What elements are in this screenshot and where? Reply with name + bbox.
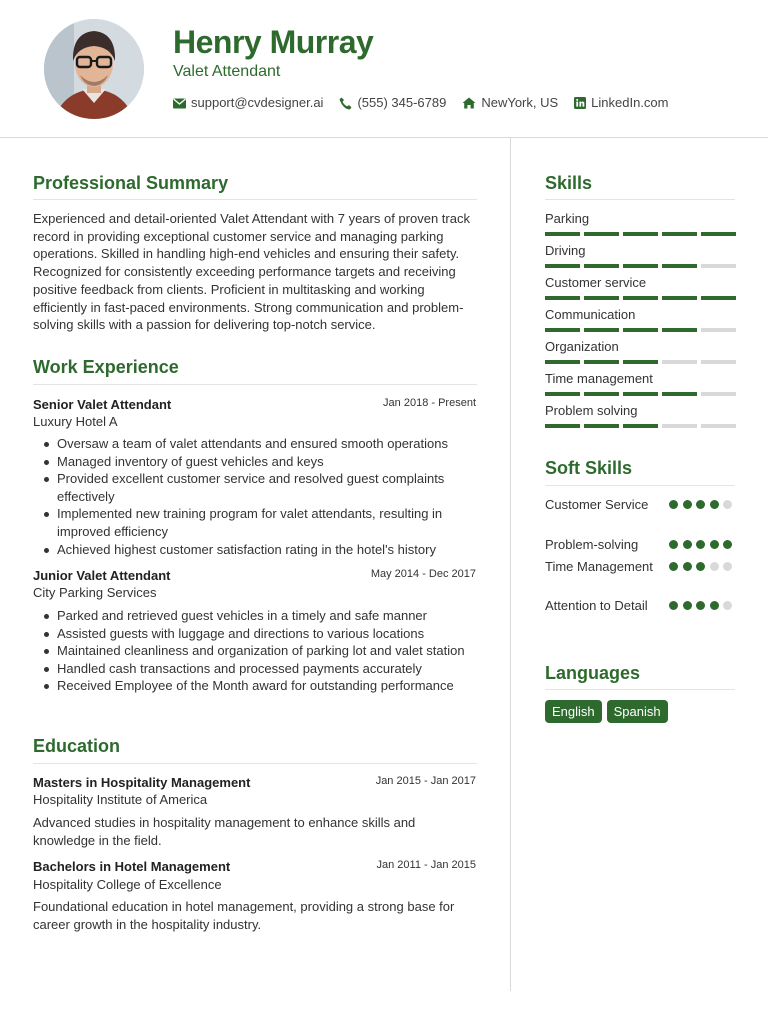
education-divider bbox=[33, 763, 477, 764]
degree-title: Masters in Hospitality Management bbox=[33, 775, 251, 790]
skill-level-segment bbox=[623, 392, 658, 396]
rating-dot bbox=[723, 601, 732, 610]
rating-dot bbox=[669, 540, 678, 549]
contact-phone[interactable] bbox=[339, 94, 446, 112]
job-bullets bbox=[41, 607, 471, 695]
rating-dot bbox=[696, 562, 705, 571]
skill-level-segment bbox=[701, 328, 736, 332]
job-company: Luxury Hotel A bbox=[33, 414, 118, 429]
soft-skill-rating bbox=[669, 500, 737, 509]
rating-dot bbox=[723, 562, 732, 571]
soft-skill-name: Time Management bbox=[545, 559, 653, 574]
job-bullets bbox=[41, 435, 471, 558]
rating-dot bbox=[696, 500, 705, 509]
skill-level-segment bbox=[545, 424, 580, 428]
phone-icon bbox=[339, 97, 352, 110]
language-tags bbox=[545, 700, 673, 723]
skill-level-segment bbox=[623, 424, 658, 428]
soft-skill-name: Customer Service bbox=[545, 497, 649, 512]
rating-dot bbox=[683, 562, 692, 571]
skill-name: Communication bbox=[545, 307, 636, 322]
list-item: Maintained cleanliness and organization of parking lot and valet station bbox=[41, 642, 471, 660]
summary-divider bbox=[33, 199, 477, 200]
list-item: Received Employee of the Month award for outstanding performance bbox=[41, 677, 471, 695]
skill-level-segment bbox=[545, 264, 580, 268]
skill-level-bar bbox=[545, 424, 740, 428]
candidate-name: Henry Murray bbox=[173, 24, 374, 60]
skill-name: Time management bbox=[545, 371, 653, 386]
profile-photo bbox=[44, 19, 144, 119]
contact-linkedin[interactable] bbox=[574, 94, 668, 112]
degree-title: Bachelors in Hotel Management bbox=[33, 859, 231, 874]
degree-description: Advanced studies in hospitality management to enhance skills and knowledge in the field. bbox=[33, 815, 416, 848]
rating-dot bbox=[710, 562, 719, 571]
list-item: Managed inventory of guest vehicles and keys bbox=[41, 453, 471, 471]
degree-description: Foundational education in hotel management, providing a strong base for career growth in the hospitality industry. bbox=[33, 899, 455, 932]
experience-divider bbox=[33, 384, 477, 385]
language-tag: Spanish bbox=[607, 700, 668, 723]
skill-level-segment bbox=[623, 328, 658, 332]
skill-level-bar bbox=[545, 264, 740, 268]
list-item: Assisted guests with luggage and directions to various locations bbox=[41, 625, 471, 643]
envelope-icon bbox=[173, 98, 186, 109]
skill-name: Customer service bbox=[545, 275, 647, 290]
job-dates: May 2014 - Dec 2017 bbox=[370, 568, 476, 580]
skill-level-segment bbox=[584, 296, 619, 300]
home-icon bbox=[462, 97, 476, 109]
languages-heading: Languages bbox=[545, 663, 641, 683]
phone-text: (555) 345-6789 bbox=[357, 95, 447, 110]
skill-name: Organization bbox=[545, 339, 619, 354]
contact-email[interactable] bbox=[173, 94, 323, 112]
skill-level-bar bbox=[545, 232, 740, 236]
skill-level-segment bbox=[545, 328, 580, 332]
summary-text: Experienced and detail-oriented Valet Attendant with 7 years of proven track record in providing exceptional customer service and managing parking operations. Skilled in handling high-end vehicles and ensuring their safety. Recognized for consistently exceeding performance targets and receiving positive feedback from clients. Proficient in multitasking and working efficiently in fast-paced environments. Strong communication and problem-solving skills with a passion for delivering top-notch service. bbox=[33, 211, 470, 333]
rating-dot bbox=[669, 601, 678, 610]
resume-header bbox=[0, 0, 768, 138]
list-item: Achieved highest customer satisfaction rating in the hotel's history bbox=[41, 541, 471, 559]
list-item: Handled cash transactions and processed payments accurately bbox=[41, 660, 471, 678]
skill-level-segment bbox=[662, 392, 697, 396]
candidate-title: Valet Attendant bbox=[173, 63, 281, 80]
summary-heading: Professional Summary bbox=[33, 173, 229, 193]
skills-divider bbox=[545, 199, 735, 200]
column-divider bbox=[510, 138, 511, 991]
school-name: Hospitality College of Excellence bbox=[33, 877, 222, 892]
skill-level-segment bbox=[662, 296, 697, 300]
rating-dot bbox=[696, 601, 705, 610]
job-title: Senior Valet Attendant bbox=[33, 397, 172, 412]
list-item: Provided excellent customer service and resolved guest complaints effectively bbox=[41, 470, 471, 505]
language-tag: English bbox=[545, 700, 602, 723]
skill-level-bar bbox=[545, 360, 740, 364]
location-text: NewYork, US bbox=[481, 95, 559, 110]
skill-name: Problem solving bbox=[545, 403, 638, 418]
list-item: Parked and retrieved guest vehicles in a timely and safe manner bbox=[41, 607, 471, 625]
email-text: support@cvdesigner.ai bbox=[191, 95, 324, 110]
skill-level-bar bbox=[545, 328, 740, 332]
linkedin-icon bbox=[574, 97, 586, 109]
skill-level-segment bbox=[623, 360, 658, 364]
skill-name: Parking bbox=[545, 211, 590, 226]
skills-heading: Skills bbox=[545, 173, 593, 193]
job-dates: Jan 2018 - Present bbox=[383, 397, 476, 409]
soft-skill-name: Problem-solving bbox=[545, 537, 639, 552]
skill-level-segment bbox=[545, 392, 580, 396]
skill-name: Driving bbox=[545, 243, 586, 258]
skill-level-bar bbox=[545, 296, 740, 300]
rating-dot bbox=[696, 540, 705, 549]
soft-skill-rating bbox=[669, 601, 737, 610]
soft-skill-name: Attention to Detail bbox=[545, 598, 648, 613]
skill-level-bar bbox=[545, 392, 740, 396]
school-name: Hospitality Institute of America bbox=[33, 792, 208, 807]
profile-photo-illustration bbox=[44, 19, 144, 119]
skill-level-segment bbox=[623, 264, 658, 268]
education-heading: Education bbox=[33, 736, 121, 756]
rating-dot bbox=[710, 500, 719, 509]
contact-location bbox=[462, 94, 558, 112]
skill-level-segment bbox=[584, 328, 619, 332]
rating-dot bbox=[710, 601, 719, 610]
soft-skills-heading: Soft Skills bbox=[545, 458, 633, 478]
degree-dates: Jan 2011 - Jan 2015 bbox=[376, 859, 476, 871]
skill-level-segment bbox=[584, 232, 619, 236]
list-item: Oversaw a team of valet attendants and ensured smooth operations bbox=[41, 435, 471, 453]
soft-skill-rating bbox=[669, 562, 737, 571]
rating-dot bbox=[683, 540, 692, 549]
job-company: City Parking Services bbox=[33, 585, 157, 600]
skill-level-segment bbox=[662, 264, 697, 268]
skill-level-segment bbox=[584, 264, 619, 268]
soft-skills-divider bbox=[545, 485, 735, 486]
contact-bar bbox=[173, 94, 685, 112]
skill-level-segment bbox=[584, 424, 619, 428]
experience-heading: Work Experience bbox=[33, 357, 179, 377]
job-title: Junior Valet Attendant bbox=[33, 568, 171, 583]
languages-divider bbox=[545, 689, 735, 690]
skill-level-segment bbox=[584, 360, 619, 364]
skill-level-segment bbox=[662, 232, 697, 236]
rating-dot bbox=[723, 540, 732, 549]
skill-level-segment bbox=[701, 360, 736, 364]
rating-dot bbox=[669, 500, 678, 509]
skill-level-segment bbox=[623, 296, 658, 300]
skill-level-segment bbox=[701, 392, 736, 396]
skill-level-segment bbox=[545, 232, 580, 236]
rating-dot bbox=[723, 500, 732, 509]
linkedin-text: LinkedIn.com bbox=[591, 95, 669, 110]
skill-level-segment bbox=[623, 232, 658, 236]
skill-level-segment bbox=[662, 360, 697, 364]
rating-dot bbox=[683, 500, 692, 509]
skill-level-segment bbox=[662, 424, 697, 428]
skill-level-segment bbox=[701, 232, 736, 236]
rating-dot bbox=[710, 540, 719, 549]
soft-skill-rating bbox=[669, 540, 737, 549]
skill-level-segment bbox=[662, 328, 697, 332]
rating-dot bbox=[683, 601, 692, 610]
list-item: Implemented new training program for valet attendants, resulting in improved efficiency bbox=[41, 505, 471, 540]
degree-dates: Jan 2015 - Jan 2017 bbox=[375, 775, 476, 787]
skill-level-segment bbox=[701, 424, 736, 428]
skill-level-segment bbox=[701, 264, 736, 268]
skill-level-segment bbox=[545, 296, 580, 300]
skill-level-segment bbox=[545, 360, 580, 364]
skill-level-segment bbox=[701, 296, 736, 300]
rating-dot bbox=[669, 562, 678, 571]
skill-level-segment bbox=[584, 392, 619, 396]
